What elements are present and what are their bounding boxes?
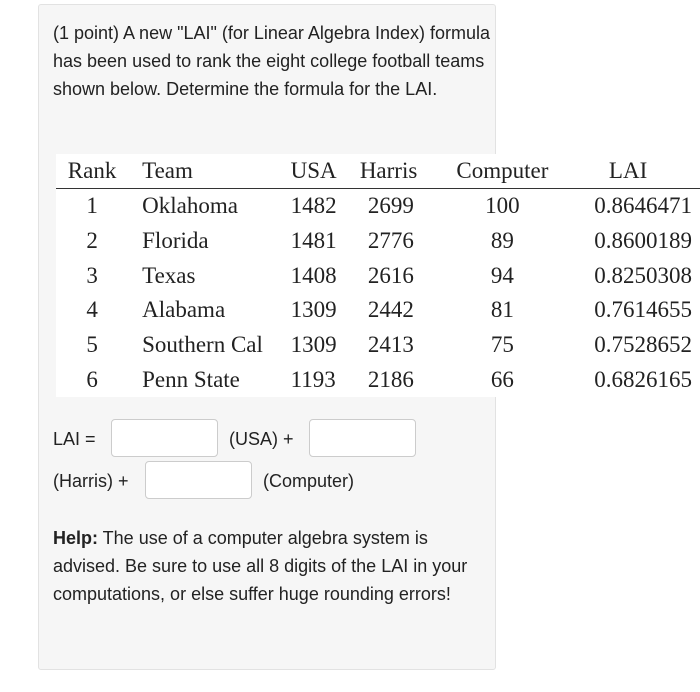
cell-lai: 0.6826165 [594, 366, 692, 392]
cell-team: Southern Cal [142, 332, 263, 358]
header-team: Team [128, 154, 290, 189]
usa-label: (USA) + [229, 429, 294, 449]
help-text: The use of a computer algebra system is advised. Be sure to use all 8 digits of the LAI in your computations, or else suffer huge rounding errors! [53, 528, 468, 604]
cell-usa: 1309 [290, 332, 337, 358]
cell-lai: 0.7614655 [594, 297, 692, 323]
problem-statement: (1 point) A new "LAI" (for Linear Algebra Index) formula has been used to rank the eight college football teams shown below. Determine the formula for the LAI. [53, 23, 491, 99]
lai-equals-label: LAI = [53, 429, 96, 449]
cell-computer: 81 [490, 297, 514, 323]
cell-rank: 2 [86, 228, 98, 254]
cell-lai: 0.8646471 [594, 193, 692, 219]
table-row [56, 224, 700, 259]
cell-computer: 94 [490, 262, 514, 288]
header-harris: Harris [360, 154, 449, 189]
cell-harris: 2776 [367, 228, 414, 254]
header-rank: Rank [56, 154, 128, 189]
cell-harris: 2413 [367, 332, 414, 358]
cell-usa: 1193 [290, 366, 336, 392]
cell-usa: 1482 [290, 193, 337, 219]
cell-rank: 5 [86, 332, 98, 358]
header-usa: USA [291, 154, 360, 189]
table-row [56, 189, 700, 224]
cell-rank: 3 [86, 262, 98, 288]
cell-lai: 0.8600189 [594, 228, 692, 254]
header-computer: Computer [449, 154, 556, 189]
table-row [56, 293, 700, 328]
computer-label: (Computer) [263, 471, 355, 491]
cell-lai: 0.7528652 [594, 332, 692, 358]
cell-usa: 1408 [290, 262, 337, 288]
table-row [56, 328, 700, 363]
table-row [56, 362, 700, 397]
computer-coefficient-input[interactable] [145, 461, 252, 499]
help-label: Help: [53, 528, 98, 548]
cell-team: Alabama [142, 297, 226, 323]
table-header-row [56, 154, 700, 189]
cell-team: Oklahoma [142, 193, 238, 219]
usa-coefficient-input[interactable] [111, 419, 218, 457]
cell-rank: 1 [86, 193, 98, 219]
cell-lai: 0.8250308 [594, 262, 692, 288]
cell-team: Penn State [142, 366, 240, 392]
cell-harris: 2442 [367, 297, 414, 323]
cell-usa: 1309 [290, 297, 337, 323]
cell-computer: 66 [490, 366, 514, 392]
cell-harris: 2616 [367, 262, 414, 288]
table-row [56, 258, 700, 293]
cell-team: Texas [142, 262, 196, 288]
cell-harris: 2186 [367, 366, 414, 392]
header-lai: LAI [556, 154, 700, 189]
rankings-table [56, 154, 700, 397]
harris-label: (Harris) + [53, 471, 129, 491]
cell-team: Florida [142, 228, 209, 254]
cell-harris: 2699 [367, 193, 414, 219]
cell-computer: 89 [490, 228, 514, 254]
harris-coefficient-input[interactable] [309, 419, 416, 457]
cell-rank: 6 [86, 366, 98, 392]
cell-usa: 1481 [290, 228, 337, 254]
help-note [53, 524, 493, 608]
cell-computer: 100 [485, 193, 520, 219]
cell-computer: 75 [490, 332, 514, 358]
cell-rank: 4 [86, 297, 98, 323]
